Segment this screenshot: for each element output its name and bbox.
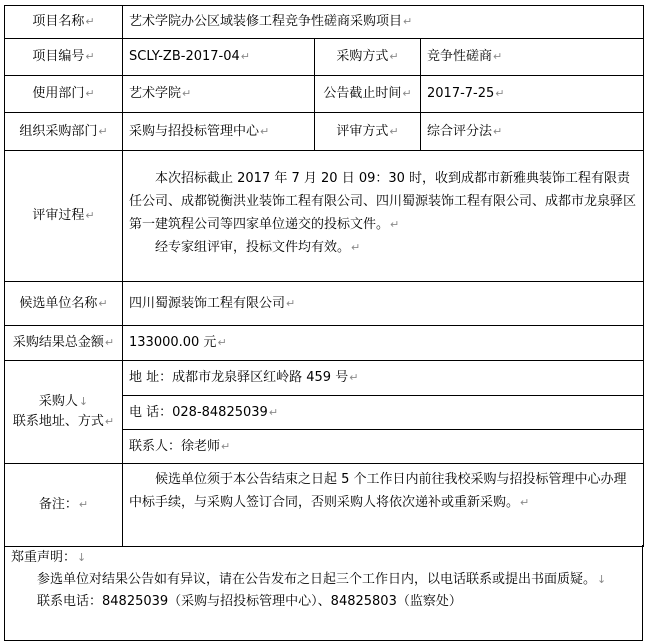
candidate-value: 四川蜀源装饰工程有限公司↵: [123, 282, 644, 326]
procurement-method-label: 采购方式↵: [315, 39, 421, 76]
procurement-method-value: 竞争性磋商↵: [421, 39, 644, 76]
result-table: [4, 5, 644, 547]
review-process-value: [123, 151, 644, 282]
contact-phone: 电 话：028-84825039 ↵: [123, 396, 643, 430]
row-candidate: [5, 282, 644, 326]
remark-label: 备注：↵: [5, 464, 123, 547]
row-remark: [5, 464, 644, 547]
row-department: [5, 76, 644, 113]
amount-label: 采购结果总金额↵: [5, 326, 123, 361]
deadline-label: 公告截止时间↵: [315, 76, 421, 113]
declaration-title: 郑重声明：↓: [11, 550, 87, 565]
contact-label-line2: 联系地址、方式↵: [12, 414, 115, 429]
review-method-label: 评审方式↵: [315, 113, 421, 151]
row-review-process: [5, 151, 644, 282]
remark-paragraph: 候选单位须于本公告结束之日起 5 个工作日内前往我校采购与招投标管理中心办理中标手续，与采购人签订合同，否则采购人将依次递补或重新采购。↵: [129, 472, 627, 510]
project-no-label: 项目编号↵: [5, 39, 123, 76]
remark-value: [123, 464, 644, 547]
declaration-body: 参选单位对结果公告如有异议，请在公告发布之日起三个工作日内，以电话联系或提出书面质疑。↓: [37, 572, 607, 587]
department-label: 使用部门↵: [5, 76, 123, 113]
review-paragraph-2: 经专家组评审，投标文件均有效。↵: [155, 240, 361, 255]
row-project-no: [5, 39, 644, 76]
contact-person: 联系人：徐老师 ↵: [129, 438, 231, 454]
review-process-label: 评审过程↵: [5, 151, 123, 282]
amount-value: 133000.00 元↵: [123, 326, 644, 361]
review-paragraph-1: 本次招标截止 2017 年 7 月 20 日 09：30 时，收到成都市新雅典装饰工程有限责任公司、成都锐衡洪业装饰工程有限公司、四川蜀源装饰工程有限公司、成都市龙泉驿区第一建筑程公司等四家单位递交的投标文件。↵: [129, 171, 637, 232]
organizer-label: 组织采购部门↵: [5, 113, 123, 151]
review-method-value: 综合评分法↵: [421, 113, 644, 151]
declaration-contact: 联系电话：84825039（采购与招投标管理中心）、84825803（监察处）: [37, 594, 462, 609]
row-amount: [5, 326, 644, 361]
contact-label: [5, 361, 123, 464]
contact-value: [123, 361, 644, 464]
contact-label-line1: 采购人↓: [38, 394, 89, 409]
project-no-value: SCLY-ZB-2017-04↵: [123, 39, 315, 76]
candidate-label: 候选单位名称↵: [5, 282, 123, 326]
project-name-value: 艺术学院办公区域装修工程竞争性磋商采购项目↵: [123, 6, 644, 39]
deadline-value: 2017-7-25↵: [421, 76, 644, 113]
declaration-section: [4, 545, 643, 641]
department-value: 艺术学院↵: [123, 76, 315, 113]
row-contact: [5, 361, 644, 464]
contact-address: 地 址：成都市龙泉驿区红岭路 459 号 ↵: [123, 361, 643, 396]
row-project-name: [5, 6, 644, 39]
organizer-value: 采购与招投标管理中心↵: [123, 113, 315, 151]
row-organizer: [5, 113, 644, 151]
project-name-label: 项目名称↵: [5, 6, 123, 39]
